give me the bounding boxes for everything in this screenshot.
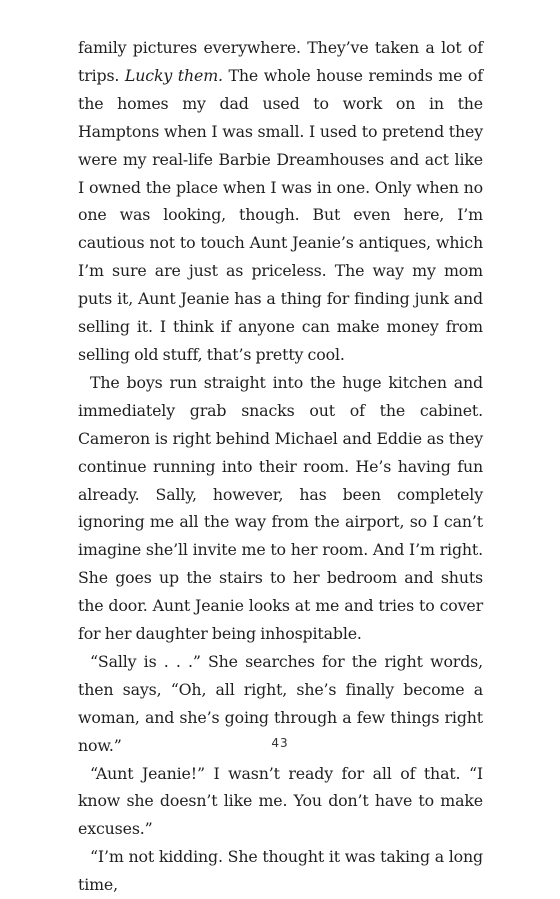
paragraph-1 [78,34,483,369]
paragraph-5: “I’m not kidding. She thought it was taking a long time, [78,847,483,895]
paragraph-2: The boys run straight into the huge kitchen and immediately grab snacks out of the cabinet. Cameron is right behind Michael and Eddie as they continue running into their room. He’s having fun already. Sally, however, has been completely ignoring me all the way from the airport, so I can’t imagine she’ll invite me to her room. And I’m right. She goes up the stairs to her bedroom and shuts the door. Aunt Jeanie looks at me and tries to cover for her daughter being inhospitable. [78,372,483,644]
paragraph-1-lead: family pictures everywhere. They’ve taken a lot of trips. [78,38,483,85]
body-text [78,34,483,899]
paragraph-4: “Aunt Jeanie!” I wasn’t ready for all of that. “I know she doesn’t like me. You don’t have to make excuses.” [78,763,483,839]
italic-phrase: Lucky them. [124,65,223,85]
page-number: 43 [271,736,289,750]
paragraph-3: “Sally is . . .” She searches for the right words, then says, “Oh, all right, she’s finally become a woman, and she’s going through a few things right now.” [78,651,483,755]
paragraph-1-rest: The whole house reminds me of the homes my dad used to work on in the Hamptons when I was small. I used to pretend they were my real-life Barbie Dreamhouses and act like I owned the place when I was in one. Only when no one was looking, though. But even here, I’m cautious not to touch Aunt Jeanie’s antiques, which I’m sure are just as priceless. The way my mom puts it, Aunt Jeanie has a thing for finding junk and selling it. I think if anyone can make money from selling old stuff, that’s pretty cool. [78,65,483,364]
